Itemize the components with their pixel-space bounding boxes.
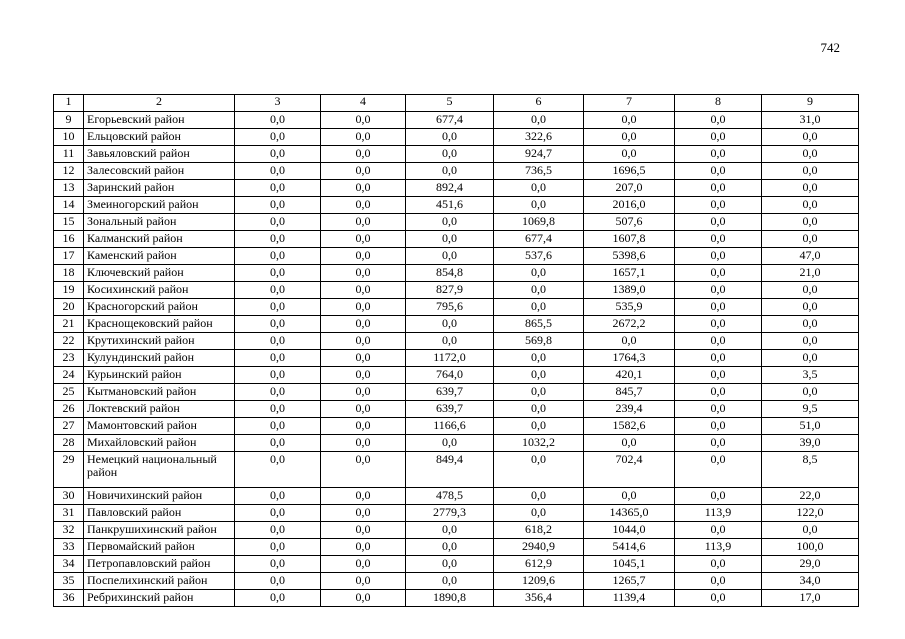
- table-row: [54, 282, 859, 299]
- row-number-cell: 35: [54, 573, 84, 590]
- table-row: [54, 248, 859, 265]
- value-cell-4: 0,0: [321, 452, 406, 488]
- value-cell-8: 0,0: [675, 197, 762, 214]
- value-cell-5: 0,0: [406, 435, 494, 452]
- value-cell-5: 0,0: [406, 573, 494, 590]
- row-number-cell: 10: [54, 129, 84, 146]
- value-cell-7: 0,0: [584, 435, 675, 452]
- table-row: [54, 384, 859, 401]
- page-number: 742: [820, 40, 840, 55]
- value-cell-9: 0,0: [762, 231, 859, 248]
- district-name-cell: Зональный район: [84, 214, 235, 231]
- row-number-cell: 11: [54, 146, 84, 163]
- value-cell-8: 0,0: [675, 452, 762, 488]
- table-row: [54, 539, 859, 556]
- value-cell-4: 0,0: [321, 231, 406, 248]
- value-cell-5: 795,6: [406, 299, 494, 316]
- row-number-cell: 31: [54, 505, 84, 522]
- value-cell-6: 736,5: [494, 163, 584, 180]
- value-cell-4: 0,0: [321, 265, 406, 282]
- value-cell-6: 537,6: [494, 248, 584, 265]
- value-cell-9: 21,0: [762, 265, 859, 282]
- table-row: [54, 350, 859, 367]
- value-cell-6: 0,0: [494, 488, 584, 505]
- value-cell-5: 1166,6: [406, 418, 494, 435]
- value-cell-3: 0,0: [235, 282, 321, 299]
- value-cell-4: 0,0: [321, 282, 406, 299]
- district-name-cell: Мамонтовский район: [84, 418, 235, 435]
- table-row: [54, 112, 859, 129]
- value-cell-6: 322,6: [494, 129, 584, 146]
- value-cell-4: 0,0: [321, 418, 406, 435]
- district-name-cell: Красногорский район: [84, 299, 235, 316]
- value-cell-3: 0,0: [235, 299, 321, 316]
- value-cell-6: 1069,8: [494, 214, 584, 231]
- header-cell: 4: [321, 95, 406, 112]
- value-cell-6: 0,0: [494, 418, 584, 435]
- value-cell-9: 9,5: [762, 401, 859, 418]
- value-cell-8: 0,0: [675, 350, 762, 367]
- value-cell-3: 0,0: [235, 488, 321, 505]
- value-cell-4: 0,0: [321, 180, 406, 197]
- value-cell-4: 0,0: [321, 197, 406, 214]
- row-number-cell: 18: [54, 265, 84, 282]
- table-header-row: [54, 95, 859, 112]
- value-cell-6: 924,7: [494, 146, 584, 163]
- value-cell-6: 0,0: [494, 505, 584, 522]
- district-name-cell: Курьинский район: [84, 367, 235, 384]
- value-cell-8: 113,9: [675, 505, 762, 522]
- value-cell-5: 478,5: [406, 488, 494, 505]
- table-row: [54, 180, 859, 197]
- value-cell-5: 0,0: [406, 316, 494, 333]
- value-cell-8: 0,0: [675, 401, 762, 418]
- table-row: [54, 418, 859, 435]
- value-cell-5: 849,4: [406, 452, 494, 488]
- row-number-cell: 25: [54, 384, 84, 401]
- value-cell-4: 0,0: [321, 539, 406, 556]
- value-cell-7: 1607,8: [584, 231, 675, 248]
- row-number-cell: 20: [54, 299, 84, 316]
- row-number-cell: 24: [54, 367, 84, 384]
- value-cell-4: 0,0: [321, 590, 406, 607]
- value-cell-7: 1044,0: [584, 522, 675, 539]
- table-row: [54, 265, 859, 282]
- value-cell-8: 0,0: [675, 163, 762, 180]
- value-cell-8: 0,0: [675, 180, 762, 197]
- value-cell-6: 1032,2: [494, 435, 584, 452]
- value-cell-8: 0,0: [675, 112, 762, 129]
- value-cell-3: 0,0: [235, 316, 321, 333]
- value-cell-6: 569,8: [494, 333, 584, 350]
- value-cell-3: 0,0: [235, 163, 321, 180]
- value-cell-5: 854,8: [406, 265, 494, 282]
- value-cell-5: 0,0: [406, 333, 494, 350]
- value-cell-8: 0,0: [675, 522, 762, 539]
- value-cell-6: 356,4: [494, 590, 584, 607]
- value-cell-3: 0,0: [235, 590, 321, 607]
- value-cell-6: 1209,6: [494, 573, 584, 590]
- value-cell-4: 0,0: [321, 248, 406, 265]
- value-cell-8: 113,9: [675, 539, 762, 556]
- value-cell-9: 0,0: [762, 146, 859, 163]
- value-cell-8: 0,0: [675, 282, 762, 299]
- value-cell-7: 1045,1: [584, 556, 675, 573]
- district-name-cell: Кытмановский район: [84, 384, 235, 401]
- district-name-cell: Новичихинский район: [84, 488, 235, 505]
- value-cell-9: 17,0: [762, 590, 859, 607]
- district-name-cell: Поспелихинский район: [84, 573, 235, 590]
- value-cell-7: 14365,0: [584, 505, 675, 522]
- value-cell-8: 0,0: [675, 316, 762, 333]
- value-cell-5: 0,0: [406, 163, 494, 180]
- row-number-cell: 12: [54, 163, 84, 180]
- district-name-cell: Залесовский район: [84, 163, 235, 180]
- value-cell-5: 0,0: [406, 214, 494, 231]
- row-number-cell: 19: [54, 282, 84, 299]
- table-row: [54, 435, 859, 452]
- header-cell: 9: [762, 95, 859, 112]
- table-row: [54, 452, 859, 488]
- table-row: [54, 556, 859, 573]
- district-name-cell: Ключевский район: [84, 265, 235, 282]
- value-cell-7: 420,1: [584, 367, 675, 384]
- value-cell-5: 677,4: [406, 112, 494, 129]
- value-cell-4: 0,0: [321, 112, 406, 129]
- value-cell-3: 0,0: [235, 556, 321, 573]
- value-cell-4: 0,0: [321, 299, 406, 316]
- value-cell-8: 0,0: [675, 488, 762, 505]
- value-cell-4: 0,0: [321, 435, 406, 452]
- value-cell-6: 0,0: [494, 367, 584, 384]
- value-cell-9: 0,0: [762, 163, 859, 180]
- value-cell-5: 0,0: [406, 522, 494, 539]
- value-cell-9: 0,0: [762, 180, 859, 197]
- value-cell-3: 0,0: [235, 112, 321, 129]
- value-cell-7: 207,0: [584, 180, 675, 197]
- value-cell-3: 0,0: [235, 418, 321, 435]
- value-cell-4: 0,0: [321, 316, 406, 333]
- row-number-cell: 9: [54, 112, 84, 129]
- district-name-cell: Ребрихинский район: [84, 590, 235, 607]
- district-name-cell: Завьяловский район: [84, 146, 235, 163]
- value-cell-8: 0,0: [675, 129, 762, 146]
- value-cell-4: 0,0: [321, 573, 406, 590]
- district-name-cell: Егорьевский район: [84, 112, 235, 129]
- value-cell-9: 0,0: [762, 282, 859, 299]
- value-cell-3: 0,0: [235, 248, 321, 265]
- value-cell-6: 2940,9: [494, 539, 584, 556]
- value-cell-3: 0,0: [235, 146, 321, 163]
- row-number-cell: 16: [54, 231, 84, 248]
- table-row: [54, 573, 859, 590]
- value-cell-7: 702,4: [584, 452, 675, 488]
- value-cell-4: 0,0: [321, 214, 406, 231]
- value-cell-3: 0,0: [235, 265, 321, 282]
- value-cell-9: 0,0: [762, 197, 859, 214]
- value-cell-9: 34,0: [762, 573, 859, 590]
- value-cell-8: 0,0: [675, 418, 762, 435]
- row-number-cell: 13: [54, 180, 84, 197]
- value-cell-5: 0,0: [406, 539, 494, 556]
- value-cell-5: 1172,0: [406, 350, 494, 367]
- value-cell-6: 0,0: [494, 112, 584, 129]
- value-cell-7: 5414,6: [584, 539, 675, 556]
- value-cell-4: 0,0: [321, 401, 406, 418]
- header-cell: 3: [235, 95, 321, 112]
- value-cell-5: 0,0: [406, 129, 494, 146]
- value-cell-6: 0,0: [494, 265, 584, 282]
- value-cell-9: 39,0: [762, 435, 859, 452]
- value-cell-3: 0,0: [235, 573, 321, 590]
- value-cell-3: 0,0: [235, 129, 321, 146]
- value-cell-5: 827,9: [406, 282, 494, 299]
- table-row: [54, 401, 859, 418]
- value-cell-9: 29,0: [762, 556, 859, 573]
- value-cell-3: 0,0: [235, 505, 321, 522]
- district-name-cell: Кулундинский район: [84, 350, 235, 367]
- value-cell-8: 0,0: [675, 573, 762, 590]
- value-cell-9: 51,0: [762, 418, 859, 435]
- value-cell-7: 1389,0: [584, 282, 675, 299]
- table-row: [54, 163, 859, 180]
- row-number-cell: 32: [54, 522, 84, 539]
- value-cell-6: 0,0: [494, 197, 584, 214]
- row-number-cell: 36: [54, 590, 84, 607]
- district-name-cell: Калманский район: [84, 231, 235, 248]
- table-row: [54, 522, 859, 539]
- value-cell-9: 0,0: [762, 333, 859, 350]
- value-cell-7: 2016,0: [584, 197, 675, 214]
- value-cell-5: 764,0: [406, 367, 494, 384]
- value-cell-5: 2779,3: [406, 505, 494, 522]
- row-number-cell: 21: [54, 316, 84, 333]
- value-cell-6: 0,0: [494, 401, 584, 418]
- value-cell-3: 0,0: [235, 401, 321, 418]
- value-cell-6: 0,0: [494, 299, 584, 316]
- value-cell-6: 0,0: [494, 452, 584, 488]
- row-number-cell: 14: [54, 197, 84, 214]
- value-cell-4: 0,0: [321, 505, 406, 522]
- district-name-cell: Панкрушихинский район: [84, 522, 235, 539]
- value-cell-5: 451,6: [406, 197, 494, 214]
- value-cell-7: 2672,2: [584, 316, 675, 333]
- row-number-cell: 22: [54, 333, 84, 350]
- value-cell-8: 0,0: [675, 299, 762, 316]
- value-cell-4: 0,0: [321, 129, 406, 146]
- value-cell-7: 0,0: [584, 488, 675, 505]
- value-cell-9: 8,5: [762, 452, 859, 488]
- district-name-cell: Локтевский район: [84, 401, 235, 418]
- value-cell-3: 0,0: [235, 197, 321, 214]
- value-cell-9: 22,0: [762, 488, 859, 505]
- table-row: [54, 505, 859, 522]
- table-row: [54, 146, 859, 163]
- row-number-cell: 27: [54, 418, 84, 435]
- value-cell-9: 0,0: [762, 214, 859, 231]
- row-number-cell: 15: [54, 214, 84, 231]
- table-row: [54, 214, 859, 231]
- district-name-cell: Змеиногорский район: [84, 197, 235, 214]
- value-cell-4: 0,0: [321, 333, 406, 350]
- value-cell-3: 0,0: [235, 452, 321, 488]
- value-cell-7: 1582,6: [584, 418, 675, 435]
- district-name-cell: Косихинский район: [84, 282, 235, 299]
- table-row: [54, 299, 859, 316]
- header-cell: 7: [584, 95, 675, 112]
- table-row: [54, 129, 859, 146]
- value-cell-3: 0,0: [235, 539, 321, 556]
- value-cell-3: 0,0: [235, 435, 321, 452]
- value-cell-9: 0,0: [762, 316, 859, 333]
- value-cell-9: 3,5: [762, 367, 859, 384]
- value-cell-9: 0,0: [762, 350, 859, 367]
- value-cell-9: 0,0: [762, 522, 859, 539]
- row-number-cell: 28: [54, 435, 84, 452]
- value-cell-9: 0,0: [762, 384, 859, 401]
- district-name-cell: Петропавловский район: [84, 556, 235, 573]
- district-name-cell: Первомайский район: [84, 539, 235, 556]
- value-cell-3: 0,0: [235, 333, 321, 350]
- header-cell: 5: [406, 95, 494, 112]
- value-cell-6: 865,5: [494, 316, 584, 333]
- value-cell-8: 0,0: [675, 590, 762, 607]
- district-name-cell: Заринский район: [84, 180, 235, 197]
- row-number-cell: 29: [54, 452, 84, 488]
- table-row: [54, 197, 859, 214]
- value-cell-5: 1890,8: [406, 590, 494, 607]
- value-cell-7: 507,6: [584, 214, 675, 231]
- value-cell-7: 1696,5: [584, 163, 675, 180]
- value-cell-7: 535,9: [584, 299, 675, 316]
- value-cell-5: 639,7: [406, 401, 494, 418]
- value-cell-6: 677,4: [494, 231, 584, 248]
- value-cell-6: 618,2: [494, 522, 584, 539]
- value-cell-8: 0,0: [675, 231, 762, 248]
- value-cell-9: 47,0: [762, 248, 859, 265]
- data-table: [53, 94, 859, 607]
- district-name-cell: Краснощековский район: [84, 316, 235, 333]
- value-cell-7: 0,0: [584, 333, 675, 350]
- value-cell-3: 0,0: [235, 214, 321, 231]
- value-cell-9: 0,0: [762, 129, 859, 146]
- value-cell-5: 0,0: [406, 146, 494, 163]
- value-cell-6: 0,0: [494, 350, 584, 367]
- value-cell-8: 0,0: [675, 384, 762, 401]
- value-cell-9: 0,0: [762, 299, 859, 316]
- value-cell-7: 5398,6: [584, 248, 675, 265]
- value-cell-7: 1764,3: [584, 350, 675, 367]
- table-row: [54, 231, 859, 248]
- value-cell-9: 122,0: [762, 505, 859, 522]
- value-cell-7: 1657,1: [584, 265, 675, 282]
- value-cell-7: 239,4: [584, 401, 675, 418]
- value-cell-8: 0,0: [675, 146, 762, 163]
- value-cell-5: 0,0: [406, 248, 494, 265]
- table-row: [54, 367, 859, 384]
- value-cell-6: 0,0: [494, 384, 584, 401]
- value-cell-3: 0,0: [235, 180, 321, 197]
- district-name-cell: Немецкий национальный район: [84, 452, 235, 488]
- header-cell: 2: [84, 95, 235, 112]
- value-cell-8: 0,0: [675, 435, 762, 452]
- header-cell: 1: [54, 95, 84, 112]
- value-cell-8: 0,0: [675, 367, 762, 384]
- value-cell-3: 0,0: [235, 367, 321, 384]
- value-cell-4: 0,0: [321, 488, 406, 505]
- value-cell-7: 0,0: [584, 129, 675, 146]
- row-number-cell: 30: [54, 488, 84, 505]
- value-cell-5: 639,7: [406, 384, 494, 401]
- value-cell-3: 0,0: [235, 231, 321, 248]
- district-name-cell: Михайловский район: [84, 435, 235, 452]
- value-cell-4: 0,0: [321, 163, 406, 180]
- value-cell-3: 0,0: [235, 522, 321, 539]
- table-row: [54, 316, 859, 333]
- value-cell-5: 0,0: [406, 556, 494, 573]
- value-cell-4: 0,0: [321, 350, 406, 367]
- header-cell: 6: [494, 95, 584, 112]
- value-cell-4: 0,0: [321, 522, 406, 539]
- table-row: [54, 333, 859, 350]
- value-cell-9: 100,0: [762, 539, 859, 556]
- value-cell-7: 1139,4: [584, 590, 675, 607]
- value-cell-4: 0,0: [321, 146, 406, 163]
- value-cell-6: 612,9: [494, 556, 584, 573]
- value-cell-7: 0,0: [584, 112, 675, 129]
- value-cell-7: 845,7: [584, 384, 675, 401]
- table-row: [54, 488, 859, 505]
- value-cell-8: 0,0: [675, 214, 762, 231]
- value-cell-5: 0,0: [406, 231, 494, 248]
- district-name-cell: Каменский район: [84, 248, 235, 265]
- value-cell-4: 0,0: [321, 556, 406, 573]
- value-cell-8: 0,0: [675, 265, 762, 282]
- value-cell-5: 892,4: [406, 180, 494, 197]
- district-name-cell: Ельцовский район: [84, 129, 235, 146]
- district-name-cell: Крутихинский район: [84, 333, 235, 350]
- value-cell-3: 0,0: [235, 384, 321, 401]
- value-cell-8: 0,0: [675, 333, 762, 350]
- row-number-cell: 33: [54, 539, 84, 556]
- table-body: [54, 95, 859, 607]
- value-cell-6: 0,0: [494, 282, 584, 299]
- district-name-cell: Павловский район: [84, 505, 235, 522]
- row-number-cell: 34: [54, 556, 84, 573]
- value-cell-9: 31,0: [762, 112, 859, 129]
- row-number-cell: 23: [54, 350, 84, 367]
- row-number-cell: 17: [54, 248, 84, 265]
- value-cell-8: 0,0: [675, 556, 762, 573]
- value-cell-8: 0,0: [675, 248, 762, 265]
- header-cell: 8: [675, 95, 762, 112]
- value-cell-7: 0,0: [584, 146, 675, 163]
- value-cell-4: 0,0: [321, 367, 406, 384]
- value-cell-6: 0,0: [494, 180, 584, 197]
- table-row: [54, 590, 859, 607]
- value-cell-3: 0,0: [235, 350, 321, 367]
- value-cell-4: 0,0: [321, 384, 406, 401]
- value-cell-7: 1265,7: [584, 573, 675, 590]
- row-number-cell: 26: [54, 401, 84, 418]
